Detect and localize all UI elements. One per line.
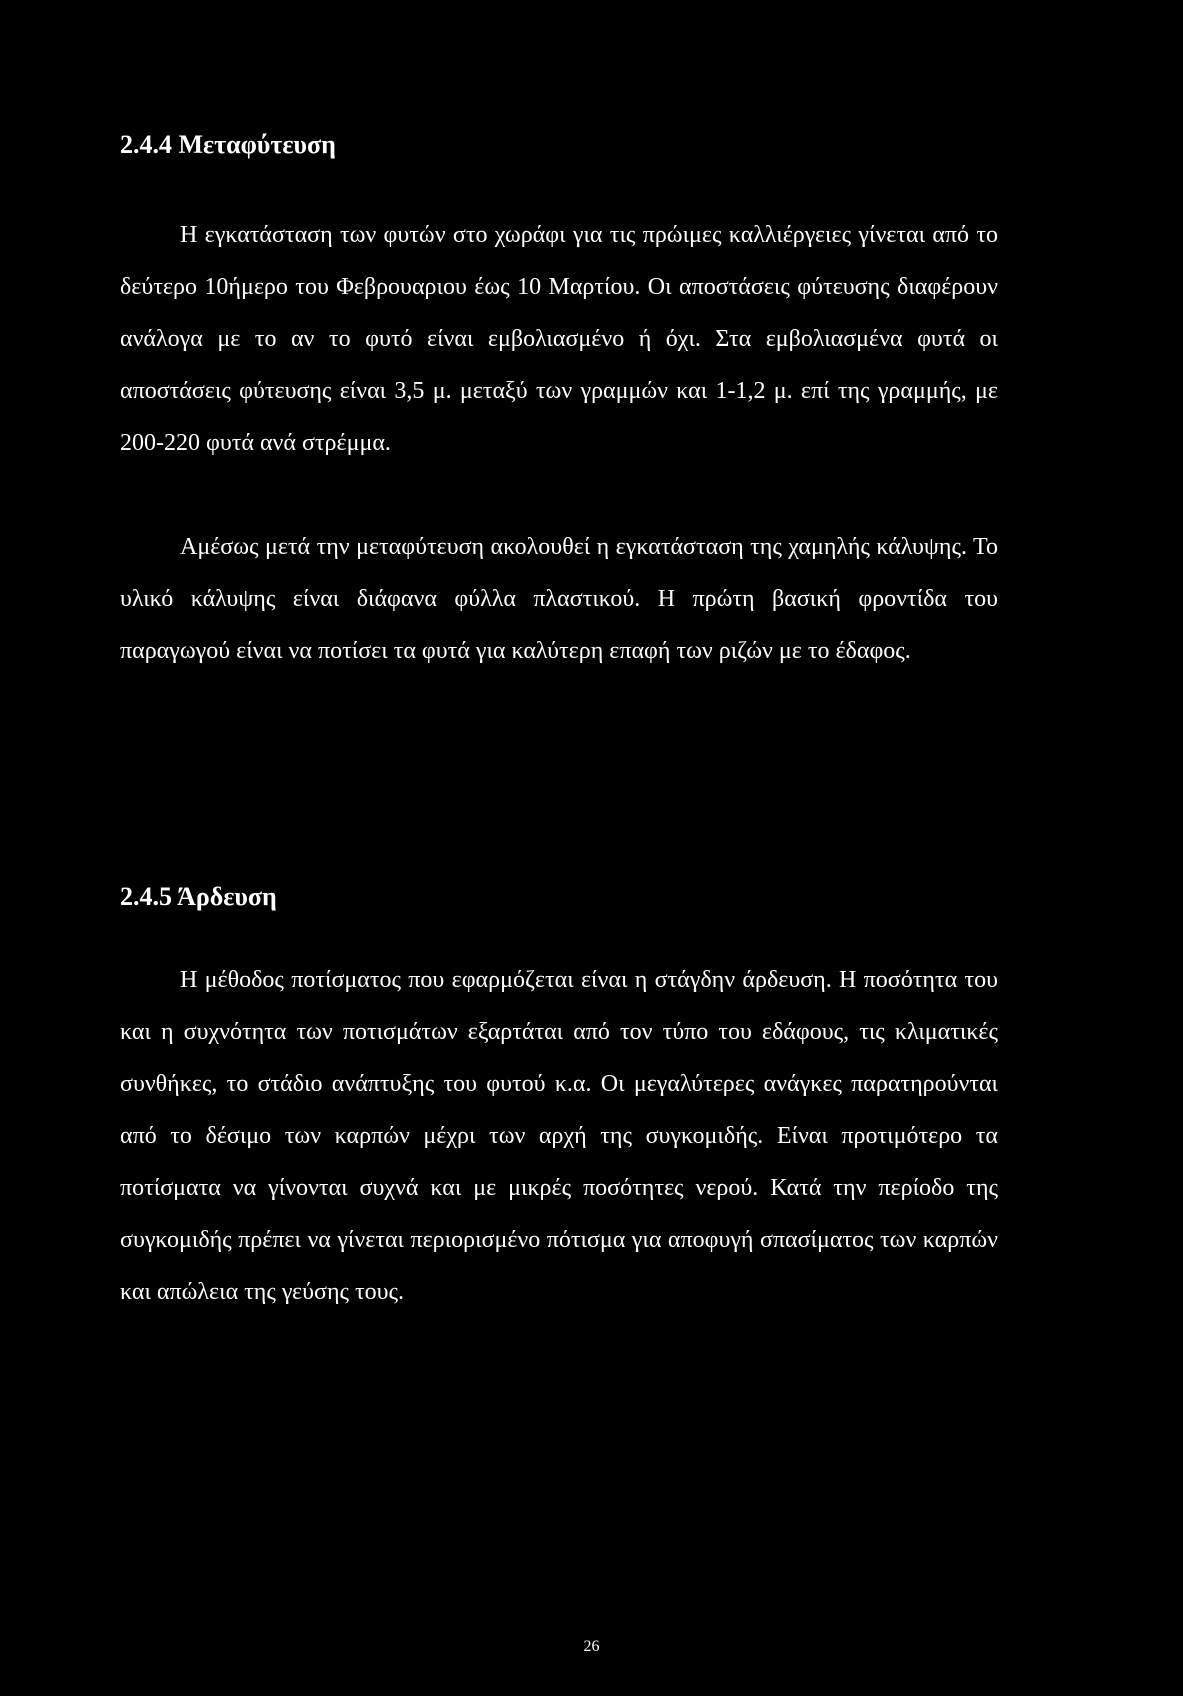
paragraph-low-cover: Αμέσως μετά την μεταφύτευση ακολουθεί η εγκατάσταση της χαμηλής κάλυψης. Το υλικό κάλυψης είναι διάφανα φύλλα πλαστικού. Η πρώτη βασική φροντίδα του παραγωγού είναι να ποτίσει τα φυτά για καλύτερη επαφή των ριζών με το έδαφος. xyxy=(120,534,998,664)
page-number: 26 xyxy=(583,1638,600,1655)
section-heading-transplanting: 2.4.4 Μεταφύτευση xyxy=(120,130,336,159)
paragraph-irrigation-method: Η μέθοδος ποτίσματος που εφαρμόζεται είναι η στάγδην άρδευση. Η ποσότητα του και η συχνότητα των ποτισμάτων εξαρτάται από τον τύπο του εδάφους, τις κλιματικές συνθήκες, το στάδιο ανάπτυξης του φυτού κ.α. Οι μεγαλύτερες ανάγκες παρατηρούνται από το δέσιμο των καρπών μέχρι των αρχή της συγκομιδής. Είναι προτιμότερο τα ποτίσματα να γίνονται συχνά και με μικρές ποσότητες νερού. Κατά την περίοδο της συγκομιδής πρέπει να γίνεται περιορισμένο πότισμα για αποφυγή σπασίματος των καρπών και απώλεια της γεύσης τους. xyxy=(120,967,998,1305)
section-heading-irrigation: 2.4.5 Άρδευση xyxy=(120,882,277,911)
paragraph-planting-distances: Η εγκατάσταση των φυτών στο χωράφι για τις πρώιμες καλλιέργειες γίνεται από το δεύτερο 10ήμερο του Φεβρουαριου έως 10 Μαρτίου. Οι αποστάσεις φύτευσης διαφέρουν ανάλογα με το αν το φυτό είναι εμβολιασμένο ή όχι. Στα εμβολιασμένα φυτά οι αποστάσεις φύτευσης είναι 3,5 μ. μεταξύ των γραμμών και 1-1,2 μ. επί της γραμμής, με 200-220 φυτά ανά στρέμμα. xyxy=(120,222,998,456)
